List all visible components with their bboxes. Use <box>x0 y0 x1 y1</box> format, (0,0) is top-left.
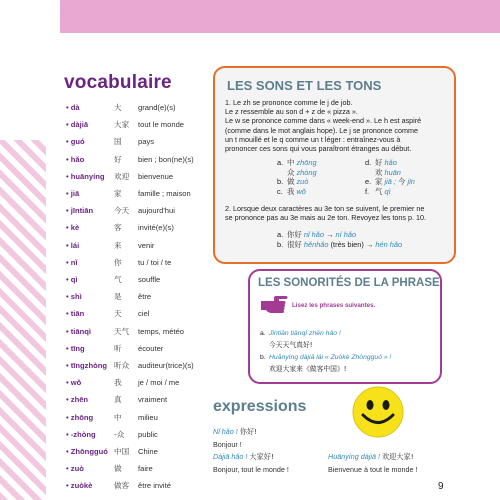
vocab-translation: écouter <box>138 343 164 353</box>
pair-label: f. <box>365 186 370 196</box>
pair-label: e. <box>365 177 372 187</box>
pair-hanzi: 欢 <box>375 167 383 177</box>
vocab-hanzi: 中 <box>114 412 122 422</box>
expression-translation: Bienvenue à tout le monde ! <box>328 464 418 474</box>
rule-arrow: → <box>365 239 374 249</box>
expression-pinyin: Nǐ hǎo ! <box>213 427 238 436</box>
pair-hanzi: 好 <box>375 158 383 167</box>
vocab-pinyin: • qì <box>66 275 78 284</box>
pair-row <box>365 187 415 197</box>
expression-translation: Bonjour, tout le monde ! <box>213 464 289 474</box>
vocab-hanzi: 国 <box>114 137 122 147</box>
pair-pinyin: hǎo <box>384 158 397 167</box>
vocabulary-title: vocabulaire <box>64 72 172 93</box>
sentence-line <box>260 341 313 350</box>
vocab-hanzi: 来 <box>114 240 122 250</box>
sounds-paragraph-line: (comme dans le mot anglais hope). Le j se prononce comme <box>225 125 418 135</box>
rule-result: ní hǎo <box>335 230 357 239</box>
pair-row <box>365 168 415 178</box>
vocab-translation: bien ; bon(ne)(s) <box>138 154 194 164</box>
vocab-translation: être <box>138 292 152 302</box>
rule-hanzi: 很好 <box>287 239 302 249</box>
vocab-hanzi: 大家 <box>114 120 130 130</box>
vocab-pinyin: • zuò <box>66 464 84 474</box>
vocab-hanzi: -众 <box>114 429 125 439</box>
vocab-hanzi: 我 <box>114 378 122 388</box>
sounds-paragraph-line: se prononce pas au 3e mais au 2e ton. Revoyez les tons p. 10. <box>225 213 426 223</box>
vocab-translation: grand(e)(s) <box>138 103 176 112</box>
pair-hanzi: 气 <box>375 186 383 196</box>
top-band-cap <box>60 0 500 33</box>
pair-row <box>365 158 415 168</box>
vocab-pinyin: • kè <box>66 223 80 233</box>
vocab-pinyin: • tiānqì <box>66 326 92 336</box>
vocab-pinyin: • shì <box>66 292 82 302</box>
pair-pinyin: zhòng <box>296 167 317 177</box>
pair-hanzi: 中 <box>287 158 295 167</box>
vocab-hanzi: 客 <box>114 223 122 233</box>
vocab-pinyin: • tīng <box>66 343 85 353</box>
vocab-hanzi: 听 <box>114 343 122 353</box>
vocab-pinyin: • dàjiā <box>66 120 89 130</box>
vocab-translation: aujourd'hui <box>138 206 175 216</box>
vocab-hanzi: 大 <box>114 103 122 112</box>
expression-pinyin: Huānyíng dàjiā ! <box>328 452 380 461</box>
rule-label: a. <box>277 230 284 239</box>
vocab-hanzi: 气 <box>114 275 122 284</box>
pairs-right <box>365 158 415 196</box>
vocab-hanzi: 真 <box>114 395 122 405</box>
expression-translation: Bonjour ! <box>213 439 242 449</box>
vocab-hanzi: 听众 <box>114 361 130 370</box>
expression-hanzi: 大家好! <box>249 452 274 461</box>
vocab-translation: public <box>138 429 158 439</box>
rule-pinyin: nǐ hǎo <box>303 230 324 239</box>
expression-line <box>213 451 274 462</box>
expressions-title: expressions <box>213 398 307 415</box>
vocab-hanzi: 天气 <box>114 326 130 336</box>
vocab-pinyin: • nǐ <box>66 257 78 267</box>
vocab-pinyin: • zuòkè <box>66 481 93 491</box>
vocab-pinyin: • hǎo <box>66 154 85 164</box>
sentence-label: b. <box>260 354 266 361</box>
vocab-hanzi: 你 <box>114 257 122 267</box>
pair-pinyin: zuò <box>296 177 309 187</box>
pair-label: b. <box>277 177 284 187</box>
vocab-translation: je / moi / me <box>138 378 180 388</box>
sentence-line <box>260 365 347 374</box>
pair-pinyin: huān <box>384 167 401 177</box>
pair-pinyin: qì <box>384 186 391 196</box>
tone-rule-examples <box>277 230 402 249</box>
sounds-paragraph-line: 2. Lorsque deux caractères au 3e ton se suivent, le premier ne <box>225 204 425 213</box>
vocab-translation: bienvenue <box>138 171 174 181</box>
expression-line <box>328 464 418 475</box>
vocab-hanzi: 中国 <box>114 447 130 456</box>
top-band-gap <box>0 0 60 33</box>
vocab-hanzi: 好 <box>114 154 122 164</box>
pair-row <box>277 158 317 168</box>
pair-label: c. <box>277 186 283 196</box>
rule-result: hén hǎo <box>375 239 403 249</box>
vocab-pinyin: • jīntiān <box>66 206 94 216</box>
vocab-pinyin: • zhēn <box>66 395 89 405</box>
sentence-sounds-title: LES SONORITÉS DE LA PHRASE <box>258 277 440 289</box>
vocab-translation: temps, météo <box>138 326 185 336</box>
pair-hanzi: 家 <box>375 177 383 187</box>
pair-hanzi: 众 <box>287 167 295 177</box>
pointing-hand-icon <box>260 295 288 315</box>
vocab-hanzi: 是 <box>114 292 122 302</box>
vocab-pinyin: • wǒ <box>66 378 82 388</box>
vocab-pinyin: • guó <box>66 137 85 147</box>
pair-hanzi: 我 <box>287 186 295 196</box>
expression-line <box>213 439 242 450</box>
expression-hanzi: 欢迎大家! <box>381 452 414 461</box>
sounds-paragraph-line: Le w se prononce comme dans « week-end ». Le h est aspiré <box>225 116 422 126</box>
vocab-pinyin: • Zhōngguó <box>66 447 108 456</box>
rule-label: b. <box>277 239 284 249</box>
pair-pinyin: jiā ; <box>384 177 396 187</box>
vocab-hanzi: 天 <box>114 309 122 319</box>
vocab-hanzi: 做 <box>114 464 122 474</box>
vocab-translation: être invité <box>138 481 171 491</box>
sentence-hanzi: 欢迎大家来《做客中国》! <box>269 365 347 373</box>
vocab-pinyin: • huānyíng <box>66 171 105 181</box>
rule-arrow: → <box>326 230 334 239</box>
pairs-left <box>277 158 317 196</box>
vocab-pinyin: • -zhòng <box>66 429 96 439</box>
pair-row <box>277 187 317 197</box>
pair-row <box>277 168 317 178</box>
expression-line <box>328 451 414 462</box>
expression-line <box>213 426 257 437</box>
page-number: 9 <box>438 481 444 492</box>
sentence-pinyin: Huānyíng dàjiā lái « Zuòkè Zhōngguó » ! <box>269 354 392 361</box>
sentence-hanzi: 今天天气真好! <box>269 341 313 349</box>
pair-label: a. <box>277 158 284 167</box>
pair-hanzi: 做 <box>287 177 295 187</box>
vocab-translation: auditeur(trice)(s) <box>138 361 194 370</box>
vocab-hanzi: 今天 <box>114 206 130 216</box>
sentence-sounds-instruction: Lisez les phrases suivantes. <box>292 302 376 309</box>
rule-row <box>277 240 402 250</box>
pair-pinyin: jīn <box>407 177 415 187</box>
rule-note: (très bien) <box>330 239 364 249</box>
vocab-translation: tu / toi / te <box>138 257 172 267</box>
rule-row <box>277 230 402 240</box>
sounds-paragraph-line: 1. Le zh se prononce comme le j de job. <box>225 98 353 107</box>
sentence-line <box>260 329 341 338</box>
vocab-translation: milieu <box>138 412 158 422</box>
sentence-line <box>260 353 391 362</box>
rule-pinyin: hěnhǎo <box>303 239 329 249</box>
pair-pinyin: wǒ <box>296 186 306 196</box>
vocab-translation: Chine <box>138 447 158 456</box>
pair-row <box>365 177 415 187</box>
pair-row <box>277 177 317 187</box>
sentence-pinyin: Jīntiān tiānqì zhēn hǎo ! <box>269 330 341 337</box>
expression-pinyin: Dàjiā hǎo ! <box>213 452 248 461</box>
pair-pinyin: zhōng <box>296 158 317 167</box>
vocab-pinyin: • tiān <box>66 309 85 319</box>
sounds-paragraph-line: un t mouillé et le q comme un t léger : entraînez-vous à <box>225 134 401 144</box>
vocab-translation: vraiment <box>138 395 168 405</box>
vocab-translation: faire <box>138 464 153 474</box>
sentence-label: a. <box>260 330 266 337</box>
vocab-translation: souffle <box>138 275 161 284</box>
vocab-pinyin: • zhōng <box>66 412 94 422</box>
sounds-paragraph-line: prononcer ces sons qui vous paraîtront étranges au début. <box>225 144 412 153</box>
expression-hanzi: 你好! <box>239 427 258 436</box>
decorative-stripes <box>0 140 46 500</box>
sounds-tones-title: LES SONS ET LES TONS <box>227 78 382 93</box>
vocab-hanzi: 欢迎 <box>114 171 130 181</box>
vocab-translation: famille ; maison <box>138 189 191 198</box>
vocab-hanzi: 做客 <box>114 481 130 491</box>
vocab-translation: invité(e)(s) <box>138 223 174 233</box>
rule-hanzi: 你好 <box>287 230 302 239</box>
vocab-pinyin: • lái <box>66 240 80 250</box>
pair-label: d. <box>365 158 372 167</box>
sentence-sounds-box <box>248 269 442 384</box>
expression-line <box>213 464 289 475</box>
vocab-pinyin: • dà <box>66 103 80 112</box>
vocab-translation: venir <box>138 240 155 250</box>
pair-hanzi: 今 <box>398 177 406 187</box>
sounds-paragraph-line: Le z ressemble au son d + z de « pizza ». <box>225 107 358 117</box>
vocab-pinyin: • jiā <box>66 189 80 198</box>
sounds-tones-box <box>213 66 456 264</box>
smiley-icon <box>350 384 406 440</box>
vocab-translation: ciel <box>138 309 150 319</box>
vocab-translation: pays <box>138 137 155 147</box>
vocab-pinyin: • tīngzhòng <box>66 361 108 370</box>
vocab-translation: tout le monde <box>138 120 185 130</box>
vocab-hanzi: 家 <box>114 189 122 198</box>
